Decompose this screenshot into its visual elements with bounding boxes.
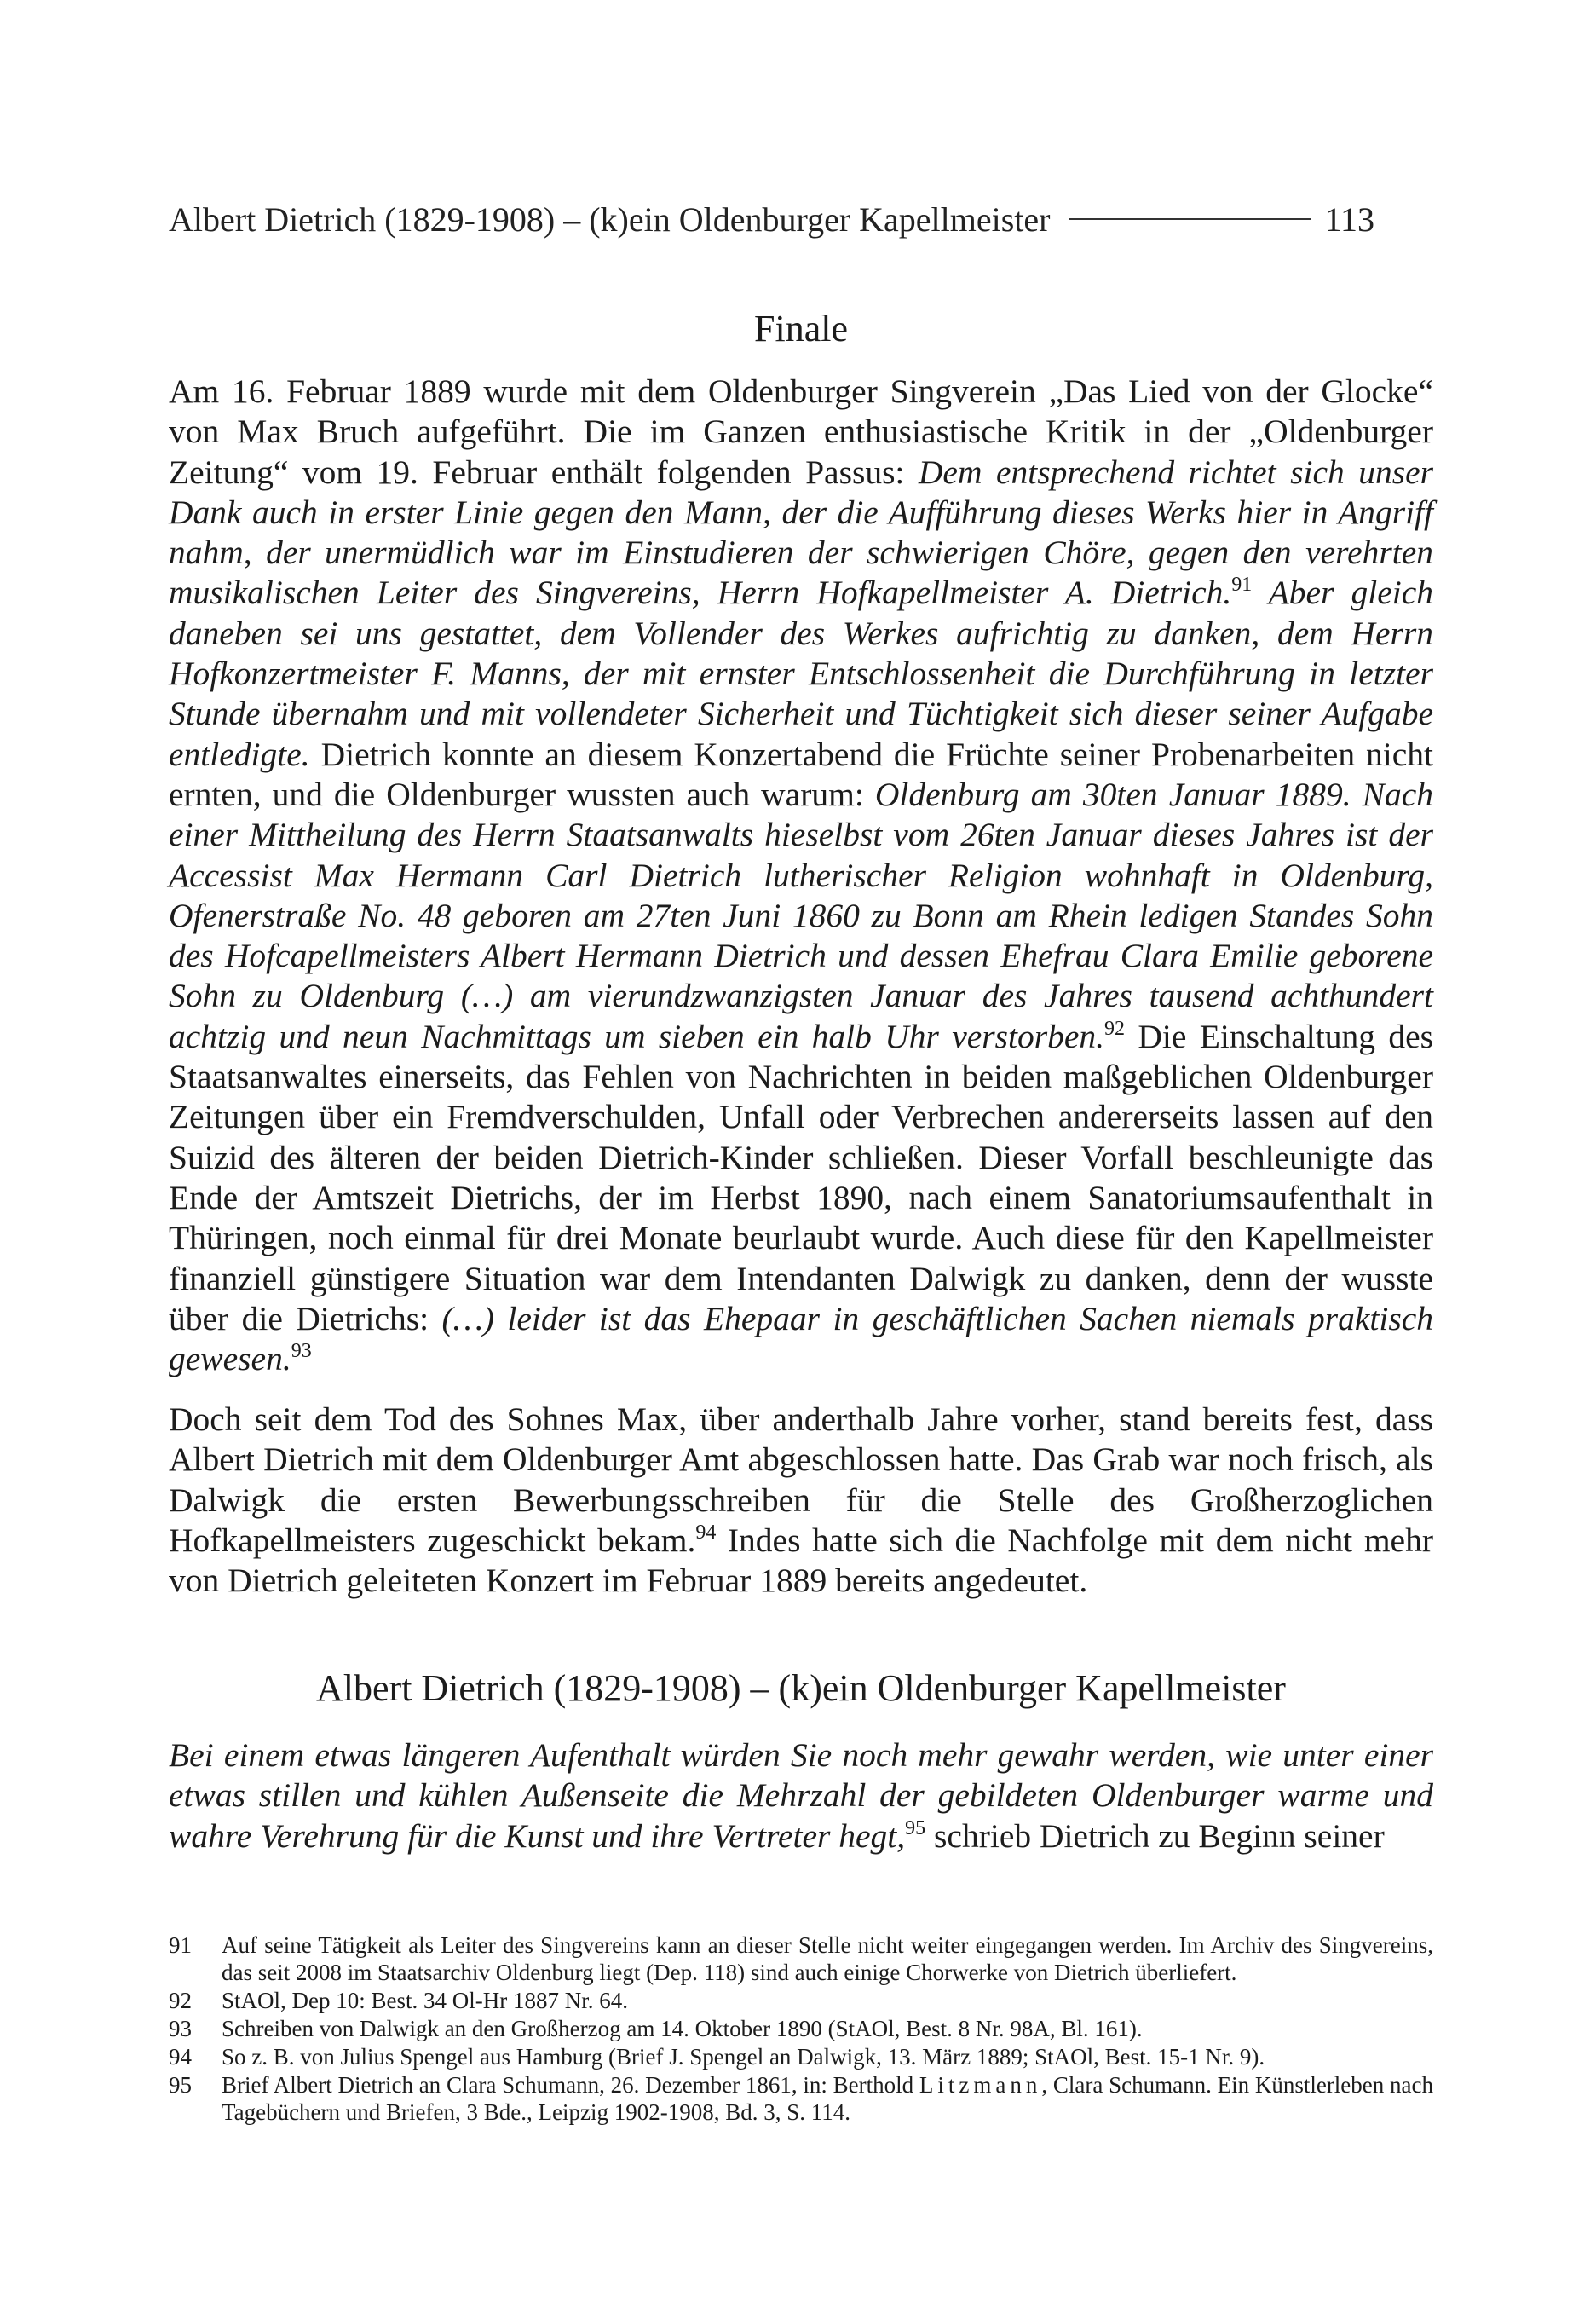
quotation: Oldenburg am 30ten Januar 1889. Nach einer Mittheilung des Herrn Staatsanwalts hieselbst vom 26ten Januar dieses Jahres ist der Accessist Max Hermann Carl Dietrich lutherischer Religion wohnhaft in Oldenburg, Ofenerstraße No. 48 geboren am 27ten Juni 1860 zu Bonn am Rhein ledigen Standes Sohn des Hofcapellmeisters Albert Hermann Dietrich und dessen Ehefrau Clara Emilie geborene Sohn zu Oldenburg (…) am vierundzwanzigsten Januar des Jahres tausend achthundert achtzig und neun Nachmittags um sieben ein halb Uhr verstorben. <box>169 775 1433 1055</box>
running-head <box>169 198 1433 240</box>
text-run: schrieb Dietrich zu Beginn seiner <box>925 1816 1385 1855</box>
footnote-95 <box>169 2071 1433 2126</box>
quotation: Dem entsprechend richtet sich unser Dank auch in erster Linie gegen den Mann, der die Aufführung dieses Werks hier in Angriff nahm, der unermüdlich war im Einstudieren der schwierigen Chöre, gegen den verehrten musikalischen Leiter des Singvereins, Herrn Hofkapellmeister A. Dietrich. <box>169 453 1433 612</box>
footnote-ref-91[interactable]: 91 <box>1231 574 1253 597</box>
footnote-text: Schreiben von Dalwigk an den Großherzog am 14. Oktober 1890 (StAOl, Best. 8 Nr. 98A, Bl. 161). <box>222 2016 1143 2041</box>
footnote-text: Auf seine Tätigkeit als Leiter des Singvereins kann an dieser Stelle nicht weiter eingegangen werden. Im Archiv des Singvereins, das seit 2008 im Staatsarchiv Oldenburg liegt (Dep. 118) sind auch einige Chorwerke von Dietrich überliefert. <box>222 1932 1433 1985</box>
footnote-text-part: Brief Albert Dietrich an Clara Schumann, 26. Dezember 1861, in: Berthold <box>222 2072 919 2098</box>
footnote-text: So z. B. von Julius Spengel aus Hamburg (Brief J. Spengel an Dalwigk, 13. März 1889; StAOl, Best. 15-1 Nr. 9). <box>222 2044 1265 2070</box>
footnote-93 <box>169 2015 1433 2042</box>
paragraph-dietrich-intro <box>169 1735 1433 1856</box>
paragraph-succession <box>169 1400 1433 1601</box>
footnote-number: 92 <box>169 1988 192 2013</box>
text-run: Die Einschaltung des Staatsanwaltes einerseits, das Fehlen von Nachrichten in beiden maßgeblichen Oldenburger Zeitungen über ein Fremdverschulden, Unfall oder Verbrechen andererseits lassen auf den Suizid des älteren der beiden Dietrich-Kinder schließen. Dieser Vorfall beschleunigte das Ende der Amtszeit Dietrichs, der im Herbst 1890, nach einem Sanatoriumsaufenthalt in Thüringen, noch einmal für drei Monate beurlaubt wurde. Auch diese für den Kapellmeister finanziell günstigere Situation war dem Intendanten Dalwigk zu danken, denn der wusste über die Dietrichs: <box>169 1017 1433 1337</box>
quotation: Bei einem etwas längeren Aufenthalt würden Sie noch mehr gewahr werden, wie unter einer etwas stillen und kühlen Außenseite die Mehrzahl der gebildeten Oldenburger warme und wahre Verehrung für die Kunst und ihre Vertreter hegt, <box>169 1736 1433 1855</box>
running-head-title: Albert Dietrich (1829-1908) – (k)ein Oldenburger Kapellmeister <box>169 199 1051 239</box>
footnote-91 <box>169 1931 1433 1986</box>
paragraph-finale <box>169 372 1433 1379</box>
section-title-dietrich: Albert Dietrich (1829-1908) – (k)ein Oldenburger Kapellmeister <box>316 1667 1286 1709</box>
text-run: Dietrich konnte an diesem Konzertabend die Früchte seiner Probenarbeiten nicht ernten, und die Oldenburger wussten auch warum: <box>169 735 1433 813</box>
footnote-92 <box>169 1987 1433 2014</box>
footnote-text: StAOl, Dep 10: Best. 34 Ol-Hr 1887 Nr. 64. <box>222 1988 628 2013</box>
page-number: 113 <box>1324 199 1375 239</box>
section-title-finale: Finale <box>754 308 848 349</box>
text-run: Am 16. Februar 1889 wurde mit dem Oldenburger Singverein „Das Lied von der Glocke“ von Max Bruch aufgeführt. Die im Ganzen enthusiastische Kritik in der „Oldenburger Zeitung“ vom 19. Februar enthält folgenden Passus: <box>169 372 1433 491</box>
quotation: Aber gleich daneben sei uns gestattet, dem Vollender des Werkes aufrichtig zu danken, dem Herrn Hofkonzertmeister F. Manns, der mit ernster Entschlossenheit die Durchführung in letzter Stunde übernahm und mit vollendeter Sicherheit und Tüchtigkeit sich dieser seiner Aufgabe entledigte. <box>169 574 1433 773</box>
author-name: Litzmann <box>919 2072 1042 2098</box>
footnote-text-part: , Clara Schumann. Ein Künstlerleben nach Tagebüchern und Briefen, 3 Bde., Leipzig 1902-1908, Bd. 3, S. 114. <box>222 2072 1434 2125</box>
footnotes <box>169 1931 1433 2127</box>
running-head-rule <box>1069 218 1311 220</box>
quotation: (…) leider ist das Ehepaar in geschäftlichen Sachen niemals praktisch gewesen. <box>169 1299 1433 1378</box>
footnote-number: 95 <box>169 2072 192 2098</box>
footnote-number: 93 <box>169 2016 192 2041</box>
footnote-ref-95[interactable]: 95 <box>905 1816 926 1839</box>
footnote-number: 94 <box>169 2044 192 2070</box>
footnote-ref-94[interactable]: 94 <box>695 1521 717 1544</box>
text-run: Indes hatte sich die Nachfolge mit dem nicht mehr von Dietrich geleiteten Konzert im Februar 1889 bereits angedeutet. <box>169 1521 1433 1600</box>
footnote-ref-93[interactable]: 93 <box>291 1340 312 1363</box>
text-run: Doch seit dem Tod des Sohnes Max, über anderthalb Jahre vorher, stand bereits fest, dass Albert Dietrich mit dem Oldenburger Amt abgeschlossen hatte. Das Grab war noch frisch, als Dalwigk die ersten Bewerbungsschreiben für die Stelle des Großherzoglichen Hofkapellmeisters zugeschickt bekam. <box>169 1400 1433 1559</box>
footnote-number: 91 <box>169 1932 192 1958</box>
footnote-ref-92[interactable]: 92 <box>1104 1017 1126 1040</box>
footnote-94 <box>169 2043 1433 2070</box>
footnote-text <box>222 2071 1433 2126</box>
